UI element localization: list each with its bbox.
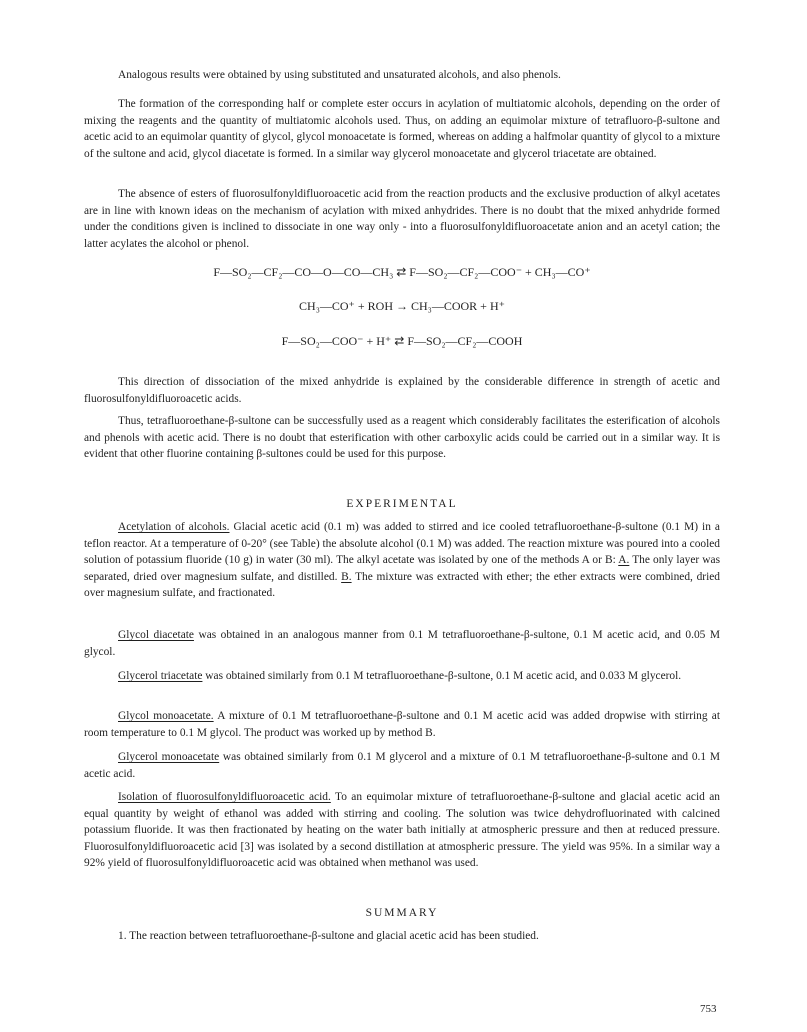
page-number: 753 xyxy=(700,1003,717,1015)
isolation-body: To an equimolar mixture of tetrafluoroethane-β-sultone and glacial acetic acid an equal quantity by weight of ethanol was added with stirring and cooling. The solution was twice dehydrofluorinated with calcined potassium fluoride. It was then fractionated by heating on the water bath initially at atmospheric pressure and then at reduced pressure. Fluorosulfonyldifluoroacetic acid [3] was isolated by a second distillation at atmospheric pressure. The yield was 95%. In a similar way a 92% yield of fluorosulfonyldifluoroacetic acid was obtained when methanol was used. xyxy=(84,791,720,870)
paragraph-text: Analogous results were obtained by using substituted and unsaturated alcohols, and also phenols. xyxy=(118,69,561,81)
glycol-monoacetate-body: A mixture of 0.1 M tetrafluoroethane-β-sultone and 0.1 M acetic acid was added dropwise with stirring at room temperature to 0.1 M glycol. The product was worked up by method B. xyxy=(84,710,720,739)
paragraph-glycerol-monoacetate xyxy=(84,749,720,782)
paragraph-glycol-diacetate xyxy=(84,627,720,660)
paragraph-glycol-monoacetate xyxy=(84,708,720,741)
method-b-label: B. xyxy=(341,570,352,583)
paragraph-text xyxy=(84,627,720,660)
paragraph-text: The formation of the corresponding half or complete ester occurs in acylation of multiatomic alcohols, depending on the order of mixing the reagents and the quantity of multiatomic alcohols used. Thus, on adding an equimolar mixture of tetrafluoro-β-sultone and acetic acid to an equimolar quantity of glycol, glycol monoacetate is formed, whereas on adding a halfmolar quantity of glycol to a mixture of the sultone and acid, glycol diacetate is formed. In a similar way glycerol monoacetate and glycerol triacetate are obtained. xyxy=(84,98,720,160)
run-in-title-glycerol-monoacetate: Glycerol monoacetate xyxy=(118,751,220,763)
method-a-label: A. xyxy=(618,554,630,567)
paragraph-text xyxy=(84,519,720,602)
glycerol-monoacetate-body: was obtained similarly from 0.1 M glycerol and a mixture of 0.1 M tetrafluoroethane-β-sultone and 0.1 M acetic acid. xyxy=(84,751,720,780)
paragraph-analogous-results xyxy=(84,67,720,84)
summary-item-1 xyxy=(84,928,720,945)
run-in-title-glycerol-triacetate: Glycerol triacetate xyxy=(118,670,203,682)
equation-acid-formation: F—SO₂—COO⁻ + H⁺ ⇄ F—SO₂—CF₂—COOH xyxy=(281,334,523,348)
run-in-title-glycol-monoacetate: Glycol monoacetate. xyxy=(118,710,214,722)
paragraph-ester-formation xyxy=(84,96,720,162)
run-in-title-glycol-diacetate: Glycol diacetate xyxy=(118,629,194,641)
section-heading-experimental: EXPERIMENTAL xyxy=(346,498,458,510)
paragraph-isolation xyxy=(84,789,720,872)
paragraph-dissociation-direction xyxy=(84,374,720,407)
paragraph-text xyxy=(84,789,720,872)
paragraph-text xyxy=(84,668,720,685)
acetylation-body: Glacial acetic acid (0.1 m) was added to stirred and ice cooled tetrafluoroethane-β-sultone (0.1 M) in a teflon reactor. At a temperature of 0-20° (see Table) the absolute alcohol (0.1 M) was added. The reaction mixture was poured into a cooled solution of potassium fluoride (10 g) in water (30 ml). The alkyl acetate was isolated by one of the methods A or B: xyxy=(84,521,720,567)
section-heading-summary: SUMMARY xyxy=(365,907,439,919)
summary-item-text: 1. The reaction between tetrafluoroethane-β-sultone and glacial acetic acid has been studied. xyxy=(118,930,539,942)
paragraph-text: The absence of esters of fluorosulfonyldifluoroacetic acid from the reaction products and the exclusive production of alkyl acetates are in line with known ideas on the mechanism of acylation with mixed anhydrides. There is no doubt that the mixed anhydride formed under the conditions given is inclined to dissociate in one way only - into a fluorosulfonyldifluoroacetate anion and an acetyl cation; the latter acylates the alcohol or phenol. xyxy=(84,188,720,250)
glycol-diacetate-body: was obtained in an analogous manner from 0.1 M tetrafluoroethane-β-sultone, 0.1 M acetic acid, and 0.05 M glycol. xyxy=(84,629,720,658)
method-b-body: The mixture was extracted with ether; the ether extracts were combined, dried over magnesium sulfate, and fractionated. xyxy=(84,570,720,600)
run-in-title-acetylation: Acetylation of alcohols. xyxy=(118,521,230,533)
paragraph-glycerol-triacetate xyxy=(84,668,720,685)
run-in-title-isolation: Isolation of fluorosulfonyldifluoroacetic acid. xyxy=(118,791,331,803)
paragraph-text xyxy=(84,708,720,741)
method-a-body: The only layer was separated, dried over magnesium sulfate, and distilled. xyxy=(84,554,721,583)
paragraph-mechanism xyxy=(84,186,720,252)
paragraph-acetylation xyxy=(84,519,720,602)
paragraph-text xyxy=(84,749,720,782)
equation-dissociation: F—SO₂—CF₂—CO—O—CO—CH₃ ⇄ F—SO₂—CF₂—COO⁻ + CH₃—CO⁺ xyxy=(213,265,591,279)
equation-acylation: CH₃—CO⁺ + ROH → CH₃—COOR + H⁺ xyxy=(299,299,505,313)
paragraph-text: This direction of dissociation of the mixed anhydride is explained by the considerable difference in strength of acetic and fluorosulfonyldifluoroacetic acids. xyxy=(84,376,720,405)
paragraph-text: Thus, tetrafluoroethane-β-sultone can be successfully used as a reagent which considerably facilitates the esterification of alcohols and phenols with acetic acid. There is no doubt that esterification with other carboxylic acids could be carried out in a similar way. It is evident that other fluorine containing β-sultones could be used for this purpose. xyxy=(84,415,720,461)
glycerol-triacetate-body: was obtained similarly from 0.1 M tetrafluoroethane-β-sultone, 0.1 M acetic acid, and 0.033 M glycerol. xyxy=(202,670,682,682)
paragraph-conclusion xyxy=(84,413,720,463)
